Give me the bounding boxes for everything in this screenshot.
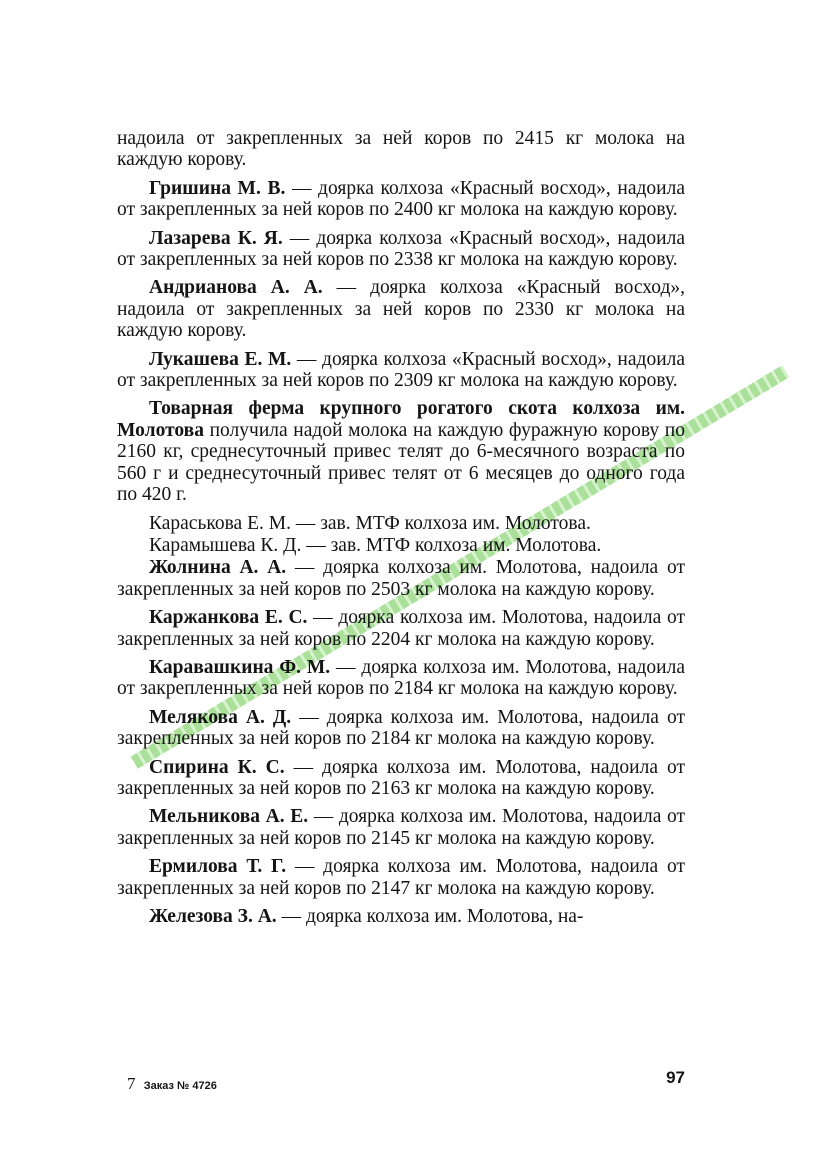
page-number: 97 (666, 1068, 685, 1087)
printer-signature (127, 1074, 217, 1094)
paragraph-12 (117, 757, 685, 800)
person-name: Мельникова А. Е. (149, 806, 309, 828)
person-name: Железова З. А. (149, 906, 277, 927)
page-body (117, 128, 685, 934)
paragraph-text: Карамышева К. Д. — зав. МТФ колхоза им. Молотова. (149, 534, 602, 556)
person-name: Лукашева Е. М. (149, 348, 292, 370)
paragraph-10 (117, 657, 685, 700)
paragraph-1 (117, 178, 685, 221)
paragraph-text: — доярка колхоза им. Молотова, надоила от закрепленных за ней коров по 2184 кг молока на каждую корову. (117, 706, 685, 750)
person-name: Каравашкина Ф. М. (149, 656, 331, 678)
paragraph-13 (117, 806, 685, 849)
paragraph-text: — доярка колхоза «Красный восход», надоила от закрепленных за ней коров по 2400 кг молока на каждую корову. (117, 177, 685, 221)
person-name: Жолнина А. А. (149, 557, 287, 579)
paragraph-text: — доярка колхоза «Красный восход», надоила от закрепленных за ней коров по 2338 кг молока на каждую корову. (117, 227, 685, 271)
paragraph-text: — доярка колхоза «Красный восход», надоила от закрепленных за ней коров по 2330 кг молока на каждую корову. (117, 277, 685, 342)
paragraph-9 (117, 607, 685, 650)
paragraph-2 (117, 228, 685, 271)
paragraph-7 (117, 535, 685, 556)
paragraph-8 (117, 557, 685, 600)
paragraph-15 (117, 906, 685, 927)
paragraph-3 (117, 277, 685, 341)
person-name: Мелякова А. Д. (149, 706, 292, 728)
paragraph-text: — доярка колхоза им. Молотова, надоила от закрепленных за ней коров по 2503 кг молока на каждую корову. (117, 557, 685, 600)
paragraph-text: — доярка колхоза им. Молотова, надоила от закрепленных за ней коров по 2184 кг молока на каждую корову. (117, 656, 685, 700)
person-name: Каржанкова Е. С. (149, 607, 308, 629)
paragraph-11 (117, 707, 685, 750)
person-name: Ермилова Т. Г. (149, 856, 287, 878)
person-name: Спирина К. С. (149, 756, 285, 778)
person-name: Гришина М. В. (149, 177, 286, 199)
paragraph-text: — доярка колхоза им. Молотова, надоила от закрепленных за ней коров по 2204 кг молока на каждую корову. (117, 607, 685, 650)
signature-number: 7 (127, 1074, 136, 1093)
paragraph-text: Караськова Е. М. — зав. МТФ колхоза им. Молотова. (149, 512, 591, 534)
paragraph-6 (117, 513, 685, 534)
paragraph-text: — доярка колхоза им. Молотова, надоила от закрепленных за ней коров по 2145 кг молока на каждую корову. (117, 806, 685, 849)
paragraph-text: надоила от закрепленных за ней коров по 2415 кг молока на каждую корову. (117, 128, 685, 171)
person-name: Андрианова А. А. (149, 277, 323, 299)
paragraph-14 (117, 856, 685, 899)
person-name: Лазарева К. Я. (149, 227, 283, 249)
paragraph-text: — доярка колхоза им. Молотова, на- (276, 906, 584, 927)
order-label: Заказ № 4726 (143, 1080, 217, 1092)
paragraph-text: — доярка колхоза им. Молотова, надоила от закрепленных за ней коров по 2163 кг молока на каждую корову. (117, 756, 685, 799)
paragraph-4 (117, 349, 685, 392)
paragraph-5 (117, 398, 685, 505)
paragraph-0 (117, 128, 685, 171)
paragraph-text: получила надой молока на каждую фуражную корову по 2160 кг, среднесуточный привес телят до 6-месячного возраста по 560 г и среднесуточный привес телят от 6 месяцев до одного года по 420 г. (117, 419, 685, 506)
paragraph-text: — доярка колхоза им. Молотова, надоила от закрепленных за ней коров по 2147 кг молока на каждую корову. (117, 856, 685, 899)
farm-name: Товарная ферма крупного рогатого скота колхоза им. Молотова (117, 398, 685, 441)
paragraph-text: — доярка колхоза «Красный восход», надоила от закрепленных за ней коров по 2309 кг молока на каждую корову. (117, 348, 686, 392)
